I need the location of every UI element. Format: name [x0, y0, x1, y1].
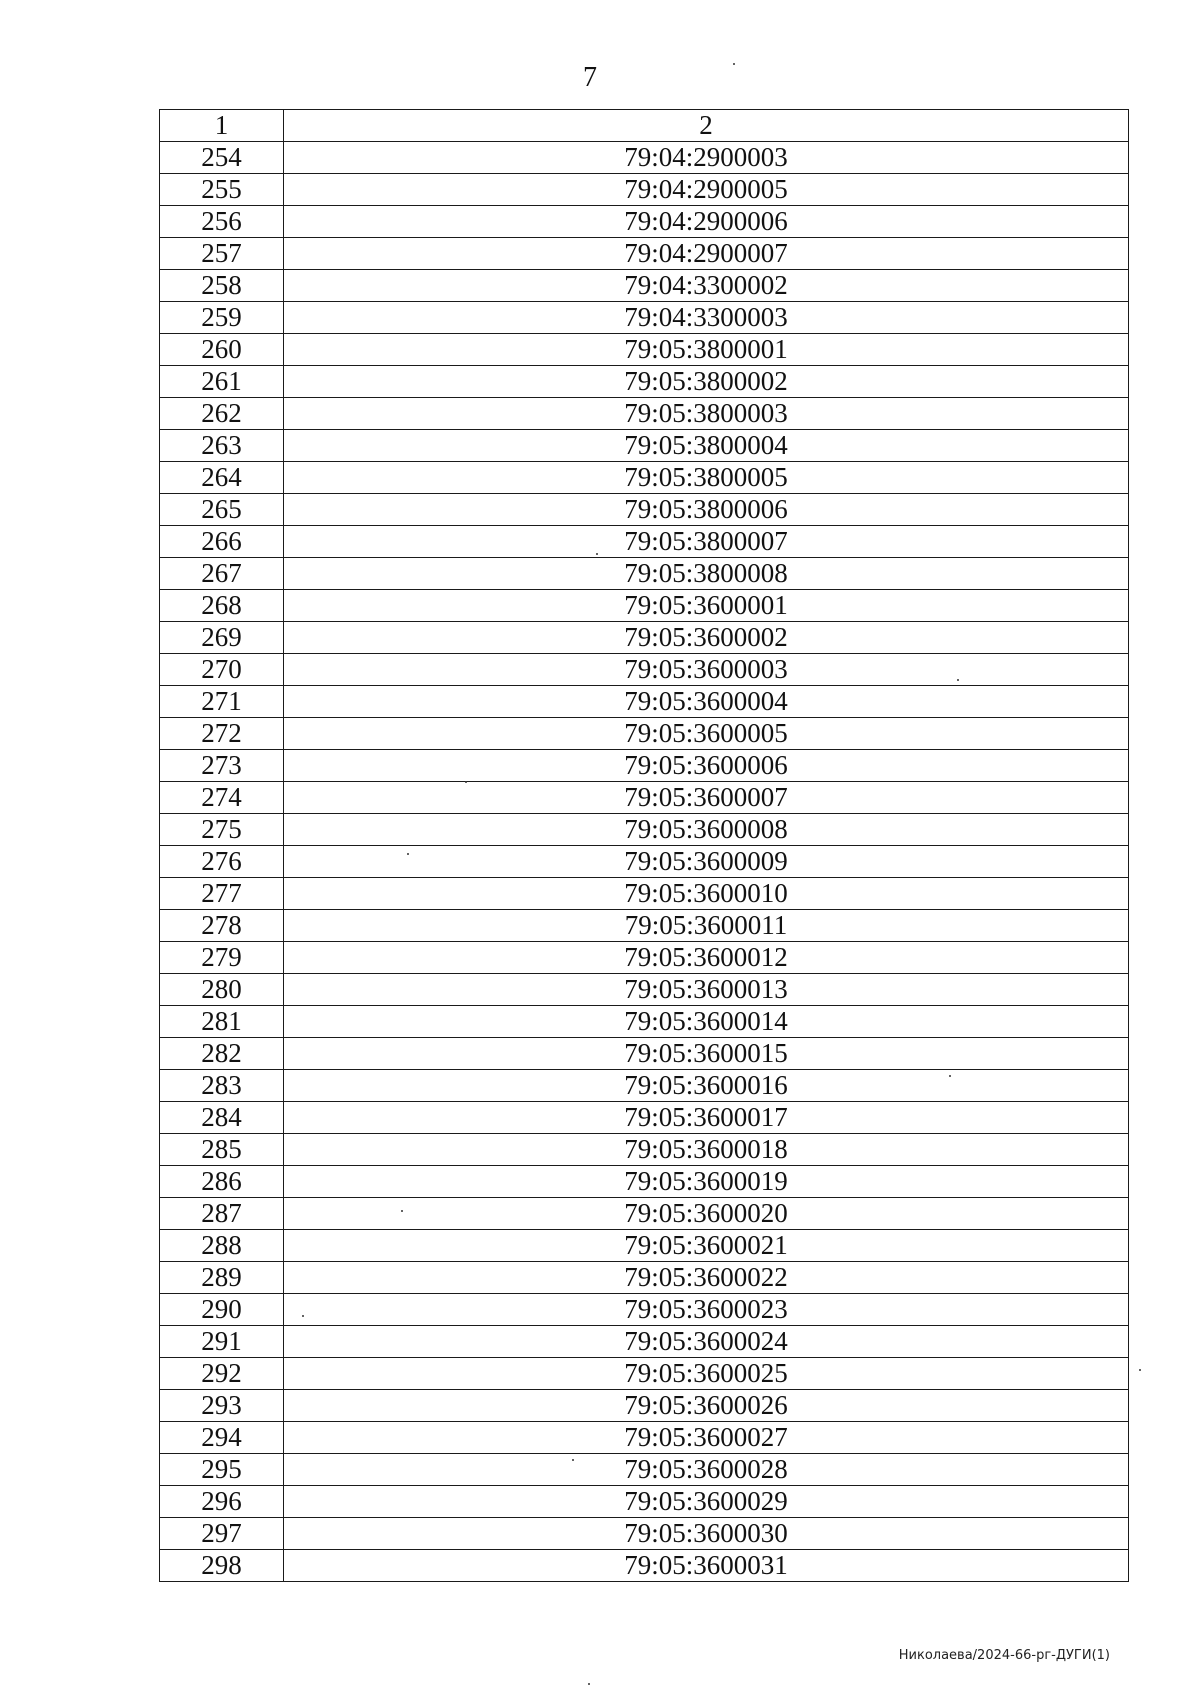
cadastral-number-cell: 79:05:3600004: [284, 686, 1129, 718]
table-row: [160, 558, 1129, 590]
row-number-cell: 274: [160, 782, 284, 814]
cadastral-number-cell: 79:05:3600011: [284, 910, 1129, 942]
table-row: [160, 814, 1129, 846]
scan-speck: [302, 1315, 304, 1317]
table-row: [160, 750, 1129, 782]
cadastral-number-cell: 79:04:2900006: [284, 206, 1129, 238]
table-row: [160, 1070, 1129, 1102]
page-number: 7: [583, 62, 597, 93]
cadastral-number-cell: 79:05:3600015: [284, 1038, 1129, 1070]
table-row: [160, 142, 1129, 174]
cadastral-number-cell: 79:04:2900003: [284, 142, 1129, 174]
table-row: [160, 1198, 1129, 1230]
cadastral-number-cell: 79:05:3800003: [284, 398, 1129, 430]
row-number-cell: 266: [160, 526, 284, 558]
cadastral-number-cell: 79:05:3600009: [284, 846, 1129, 878]
row-number-cell: 277: [160, 878, 284, 910]
table-row: [160, 1166, 1129, 1198]
row-number-cell: 267: [160, 558, 284, 590]
table-row: [160, 1326, 1129, 1358]
table-header: [160, 110, 1129, 142]
table-row: [160, 462, 1129, 494]
table-row: [160, 590, 1129, 622]
scan-speck: [465, 781, 467, 783]
cadastral-number-cell: 79:05:3600024: [284, 1326, 1129, 1358]
cadastral-number-cell: 79:05:3600007: [284, 782, 1129, 814]
row-number-cell: 295: [160, 1454, 284, 1486]
row-number-cell: 272: [160, 718, 284, 750]
cadastral-number-cell: 79:05:3600016: [284, 1070, 1129, 1102]
cadastral-number-cell: 79:05:3800007: [284, 526, 1129, 558]
scan-speck: [572, 1459, 574, 1461]
cadastral-number-cell: 79:05:3800004: [284, 430, 1129, 462]
cadastral-number-cell: 79:05:3800006: [284, 494, 1129, 526]
table-row: [160, 1102, 1129, 1134]
table-row: [160, 366, 1129, 398]
table-body: [160, 142, 1129, 1582]
table-row: [160, 942, 1129, 974]
scan-speck: [957, 679, 959, 681]
cadastral-number-cell: 79:05:3600029: [284, 1486, 1129, 1518]
cadastral-number-cell: 79:05:3600023: [284, 1294, 1129, 1326]
row-number-cell: 268: [160, 590, 284, 622]
table-row: [160, 1230, 1129, 1262]
cadastral-number-cell: 79:04:3300003: [284, 302, 1129, 334]
row-number-cell: 293: [160, 1390, 284, 1422]
row-number-cell: 269: [160, 622, 284, 654]
cadastral-number-cell: 79:05:3600002: [284, 622, 1129, 654]
row-number-cell: 289: [160, 1262, 284, 1294]
cadastral-number-cell: 79:05:3600021: [284, 1230, 1129, 1262]
row-number-cell: 279: [160, 942, 284, 974]
scan-speck: [401, 1210, 403, 1212]
row-number-cell: 258: [160, 270, 284, 302]
header-cell-number: 1: [160, 110, 284, 142]
table-row: [160, 494, 1129, 526]
table-row: [160, 1550, 1129, 1582]
footer-document-reference: Николаева/2024-66-рг-ДУГИ(1): [898, 1648, 1110, 1663]
cadastral-number-cell: 79:04:2900007: [284, 238, 1129, 270]
cadastral-number-cell: 79:05:3600030: [284, 1518, 1129, 1550]
row-number-cell: 257: [160, 238, 284, 270]
cadastral-number-cell: 79:05:3600006: [284, 750, 1129, 782]
table-row: [160, 1294, 1129, 1326]
cadastral-number-cell: 79:05:3800008: [284, 558, 1129, 590]
cadastral-number-cell: 79:05:3600012: [284, 942, 1129, 974]
row-number-cell: 261: [160, 366, 284, 398]
table-header-row: [160, 110, 1129, 142]
row-number-cell: 254: [160, 142, 284, 174]
table-row: [160, 1358, 1129, 1390]
table-row: [160, 1038, 1129, 1070]
table-row: [160, 974, 1129, 1006]
row-number-cell: 263: [160, 430, 284, 462]
cadastral-number-cell: 79:05:3600010: [284, 878, 1129, 910]
row-number-cell: 290: [160, 1294, 284, 1326]
row-number-cell: 264: [160, 462, 284, 494]
cadastral-number-cell: 79:04:2900005: [284, 174, 1129, 206]
cadastral-number-cell: 79:05:3600026: [284, 1390, 1129, 1422]
row-number-cell: 280: [160, 974, 284, 1006]
row-number-cell: 287: [160, 1198, 284, 1230]
cadastral-number-cell: 79:05:3600008: [284, 814, 1129, 846]
cadastral-number-cell: 79:05:3600017: [284, 1102, 1129, 1134]
row-number-cell: 296: [160, 1486, 284, 1518]
cadastral-number-cell: 79:05:3600013: [284, 974, 1129, 1006]
row-number-cell: 284: [160, 1102, 284, 1134]
cadastral-number-cell: 79:05:3600018: [284, 1134, 1129, 1166]
row-number-cell: 285: [160, 1134, 284, 1166]
row-number-cell: 262: [160, 398, 284, 430]
row-number-cell: 278: [160, 910, 284, 942]
scan-speck: [588, 1683, 590, 1685]
row-number-cell: 276: [160, 846, 284, 878]
cadastral-number-cell: 79:05:3600005: [284, 718, 1129, 750]
table-row: [160, 782, 1129, 814]
row-number-cell: 265: [160, 494, 284, 526]
table-row: [160, 526, 1129, 558]
table-row: [160, 1422, 1129, 1454]
row-number-cell: 271: [160, 686, 284, 718]
cadastral-number-cell: 79:05:3800002: [284, 366, 1129, 398]
table-row: [160, 654, 1129, 686]
cadastral-number-cell: 79:05:3600020: [284, 1198, 1129, 1230]
row-number-cell: 286: [160, 1166, 284, 1198]
row-number-cell: 255: [160, 174, 284, 206]
cadastral-number-cell: 79:05:3600019: [284, 1166, 1129, 1198]
row-number-cell: 256: [160, 206, 284, 238]
table-row: [160, 1262, 1129, 1294]
scan-speck: [949, 1075, 951, 1077]
cadastral-number-cell: 79:05:3600014: [284, 1006, 1129, 1038]
table-row: [160, 302, 1129, 334]
cadastral-number-cell: 79:05:3600022: [284, 1262, 1129, 1294]
table-row: [160, 270, 1129, 302]
row-number-cell: 260: [160, 334, 284, 366]
row-number-cell: 291: [160, 1326, 284, 1358]
table-row: [160, 686, 1129, 718]
table-row: [160, 398, 1129, 430]
table-row: [160, 1486, 1129, 1518]
table-row: [160, 334, 1129, 366]
table-row: [160, 1518, 1129, 1550]
cadastral-number-cell: 79:05:3600025: [284, 1358, 1129, 1390]
table-row: [160, 910, 1129, 942]
row-number-cell: 288: [160, 1230, 284, 1262]
cadastral-number-cell: 79:05:3600028: [284, 1454, 1129, 1486]
row-number-cell: 259: [160, 302, 284, 334]
row-number-cell: 273: [160, 750, 284, 782]
row-number-cell: 294: [160, 1422, 284, 1454]
header-cell-cadastral-number: 2: [284, 110, 1129, 142]
row-number-cell: 292: [160, 1358, 284, 1390]
cadastral-number-cell: 79:05:3800001: [284, 334, 1129, 366]
row-number-cell: 283: [160, 1070, 284, 1102]
cadastral-number-cell: 79:05:3800005: [284, 462, 1129, 494]
cadastral-quarters-table: [159, 109, 1129, 1582]
row-number-cell: 275: [160, 814, 284, 846]
cadastral-number-cell: 79:05:3600001: [284, 590, 1129, 622]
table-row: [160, 1454, 1129, 1486]
cadastral-number-cell: 79:05:3600003: [284, 654, 1129, 686]
row-number-cell: 298: [160, 1550, 284, 1582]
table-row: [160, 846, 1129, 878]
table-row: [160, 878, 1129, 910]
table-row: [160, 718, 1129, 750]
table-row: [160, 238, 1129, 270]
cadastral-number-cell: 79:04:3300002: [284, 270, 1129, 302]
table-row: [160, 174, 1129, 206]
row-number-cell: 270: [160, 654, 284, 686]
table-row: [160, 622, 1129, 654]
scan-speck: [1139, 1369, 1141, 1371]
cadastral-number-cell: 79:05:3600031: [284, 1550, 1129, 1582]
table-row: [160, 1134, 1129, 1166]
row-number-cell: 281: [160, 1006, 284, 1038]
row-number-cell: 282: [160, 1038, 284, 1070]
row-number-cell: 297: [160, 1518, 284, 1550]
scan-speck: [596, 553, 598, 555]
cadastral-number-cell: 79:05:3600027: [284, 1422, 1129, 1454]
scan-speck: [733, 63, 735, 65]
scan-speck: [407, 853, 409, 855]
table-row: [160, 430, 1129, 462]
table-row: [160, 1390, 1129, 1422]
table-row: [160, 1006, 1129, 1038]
table-row: [160, 206, 1129, 238]
